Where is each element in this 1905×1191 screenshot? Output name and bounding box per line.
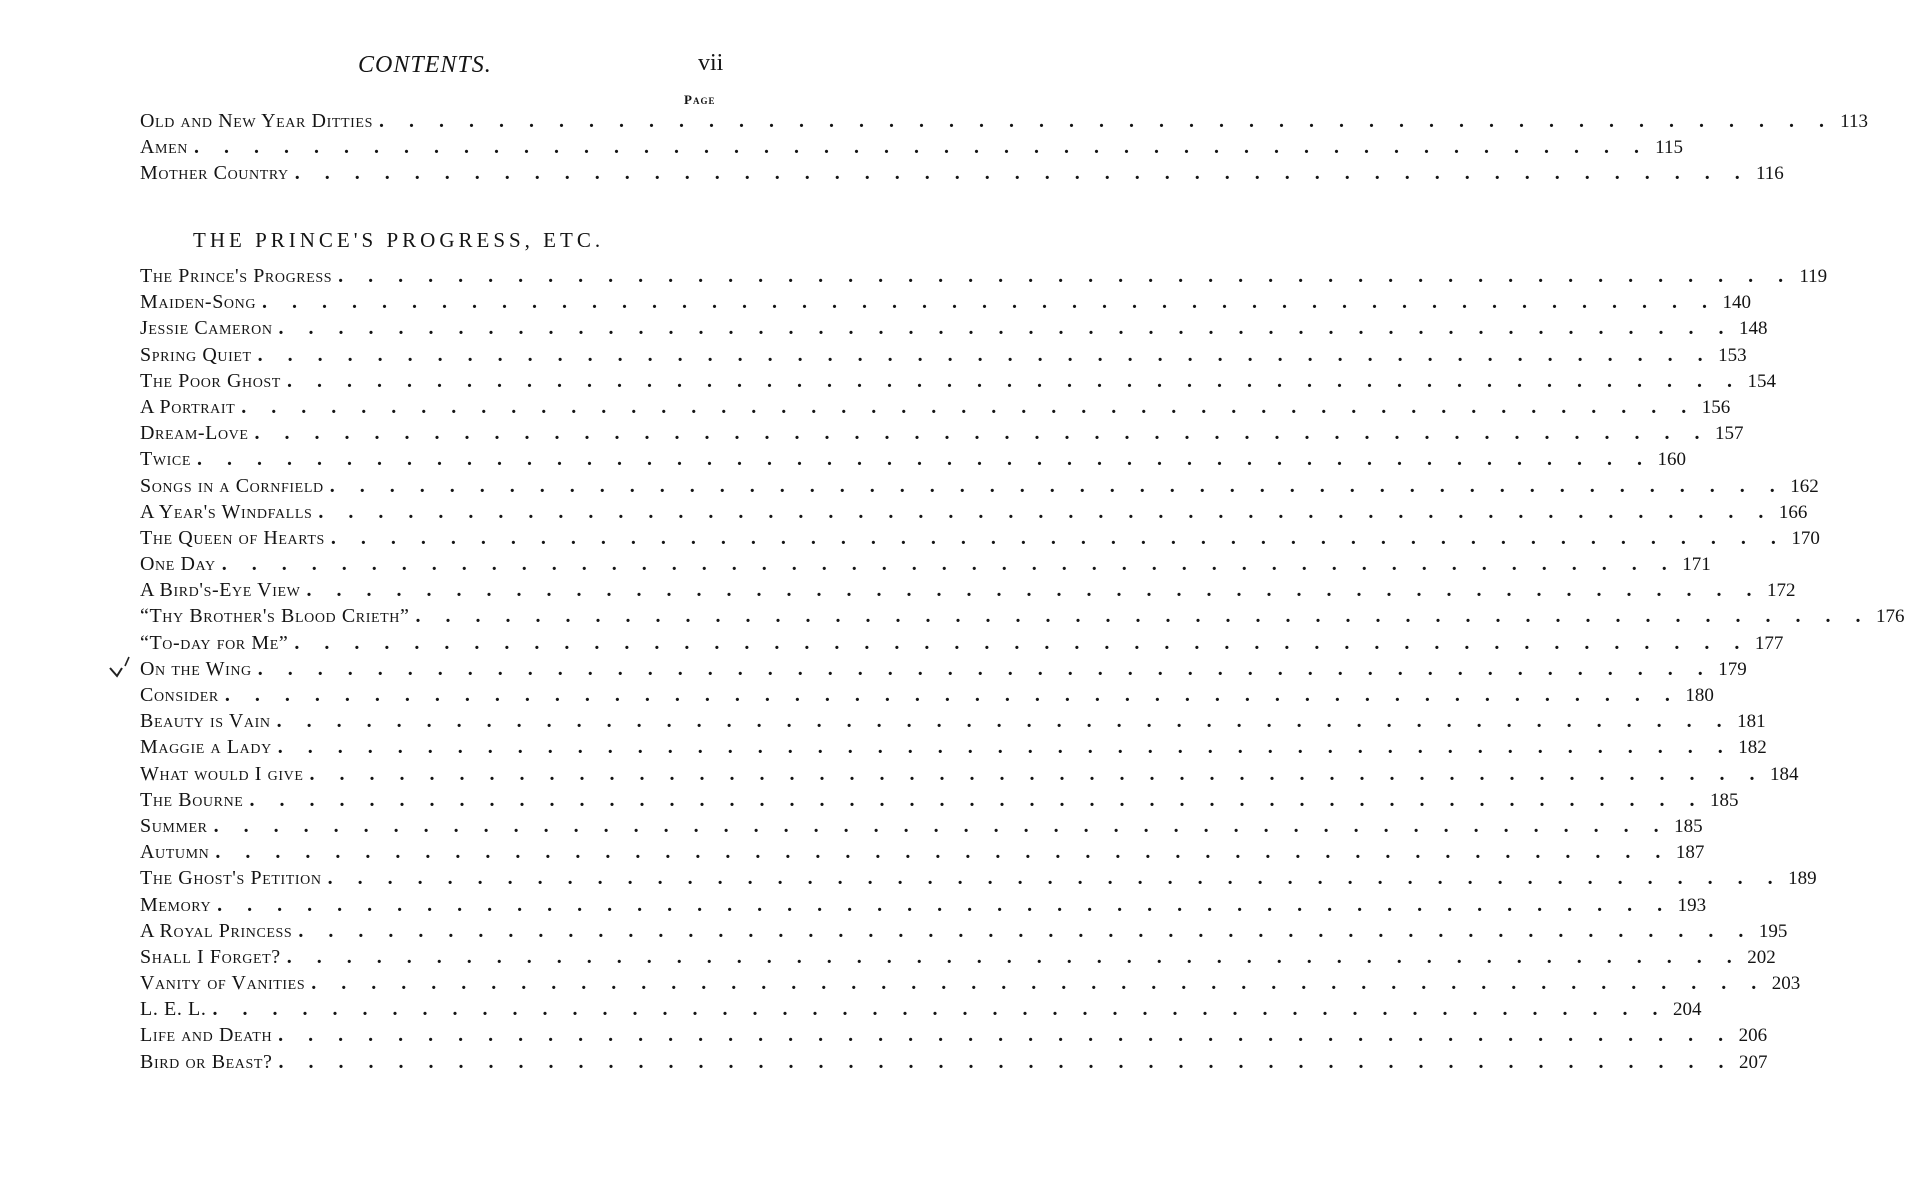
toc-entry <box>140 1050 1768 1077</box>
toc-entry <box>140 317 1768 343</box>
toc-entry-page: 160 <box>1657 449 1686 471</box>
toc-entry <box>140 710 1766 736</box>
toc-entry <box>140 762 1799 789</box>
toc-entry-page: 140 <box>1722 292 1752 314</box>
toc-entry <box>140 657 1747 684</box>
toc-dot-leader: . . . . . . . . . . . . . . . . . . . . . . . . . . . . . . . . . . . . . . . . . . . . . . . . . <box>193 136 1649 159</box>
toc-dot-leader: . . . . . . . . . . . . . . . . . . . . . . . . . . . . . . . . . . . . . . . . . . . . . . . . . <box>309 762 1765 785</box>
toc-entry-page: 193 <box>1677 894 1707 916</box>
toc-entry <box>140 841 1705 867</box>
toc-entry <box>140 474 1819 501</box>
toc-dot-leader: . . . . . . . . . . . . . . . . . . . . . . . . . . . . . . . . . . . . . . . . . . . . . . . . . <box>286 369 1742 392</box>
toc-entry <box>140 998 1702 1024</box>
toc-entry-page: 187 <box>1675 842 1705 864</box>
section-heading: THE PRINCE'S PROGRESS, ETC. <box>193 228 605 252</box>
toc-entry <box>140 110 1868 136</box>
toc-entry-title: What would I give <box>140 762 304 785</box>
toc-entry-title: One Day <box>140 553 216 576</box>
toc-entry-title: Beauty is Vain <box>140 710 271 733</box>
toc-dot-leader: . . . . . . . . . . . . . . . . . . . . . . . . . . . . . . . . . . . . . . . . . . . . . . . . . <box>306 579 1762 602</box>
toc-dot-leader: . . . . . . . . . . . . . . . . . . . . . . . . . . . . . . . . . . . . . . . . . . . . . . . . . <box>415 605 1871 628</box>
toc-entry-page: 170 <box>1791 527 1820 549</box>
toc-entry-title: Amen <box>140 136 188 159</box>
toc-entry-page: 119 <box>1799 266 1828 287</box>
handwritten-check-mark <box>108 656 138 682</box>
toc-dot-leader: . . . . . . . . . . . . . . . . . . . . . . . . . . . . . . . . . . . . . . . . . . . . . . . . . <box>241 395 1697 418</box>
toc-entry <box>140 136 1683 162</box>
toc-dot-leader: . . . . . . . . . . . . . . . . . . . . . . . . . . . . . . . . . . . . . . . . . . . . . . . . . <box>196 448 1652 471</box>
toc-dot-leader: . . . . . . . . . . . . . . . . . . . . . . . . . . . . . . . . . . . . . . . . . . . . . . . . . <box>215 841 1671 864</box>
toc-entry <box>140 631 1784 658</box>
toc-entry-page: 182 <box>1738 737 1767 759</box>
toc-entry-title: Mother Country <box>140 162 289 185</box>
toc-dot-leader: . . . . . . . . . . . . . . . . . . . . . . . . . . . . . . . . . . . . . . . . . . . . . . . . . <box>329 474 1785 497</box>
toc-entry <box>140 553 1711 579</box>
toc-dot-leader: . . . . . . . . . . . . . . . . . . . . . . . . . . . . . . . . . . . . . . . . . . . . . . . . . <box>217 893 1673 916</box>
toc-entry <box>140 162 1784 188</box>
toc-entry-title: A Portrait <box>140 395 236 418</box>
toc-entry-title: Twice <box>140 448 191 471</box>
toc-entry <box>140 605 1905 631</box>
toc-entry-page: 116 <box>1755 163 1784 185</box>
toc-entry-title: Maggie a Lady <box>140 736 272 759</box>
toc-dot-leader: . . . . . . . . . . . . . . . . . . . . . . . . . . . . . . . . . . . . . . . . . . . . . . . . . <box>378 110 1834 132</box>
toc-entry-page: 203 <box>1771 973 1801 995</box>
toc-entry <box>140 265 1828 291</box>
toc-entry <box>140 945 1776 972</box>
toc-entry-page: 172 <box>1766 580 1796 602</box>
toc-entry-title: A Year's Windfalls <box>140 500 313 523</box>
toc-dot-leader: . . . . . . . . . . . . . . . . . . . . . . . . . . . . . . . . . . . . . . . . . . . . . . . . . <box>318 500 1774 523</box>
toc-entry <box>140 579 1796 605</box>
page-number: vii <box>698 50 724 76</box>
toc-dot-leader: . . . . . . . . . . . . . . . . . . . . . . . . . . . . . . . . . . . . . . . . . . . . . . . . . <box>311 972 1767 995</box>
toc-entry-title: Old and New Year Ditties <box>140 110 373 132</box>
toc-entry <box>140 684 1714 710</box>
toc-entry-title: The Queen of Hearts <box>140 526 325 549</box>
toc-entry-title: A Bird's-Eye View <box>140 579 301 602</box>
toc-entry-page: 204 <box>1672 999 1702 1021</box>
toc-entry-page: 157 <box>1715 423 1744 445</box>
toc-dot-leader: . . . . . . . . . . . . . . . . . . . . . . . . . . . . . . . . . . . . . . . . . . . . . . . . . <box>257 343 1713 366</box>
toc-entry-title: Autumn <box>140 841 210 864</box>
toc-entry-page: 195 <box>1758 920 1788 942</box>
toc-entry-page: 115 <box>1655 137 1683 159</box>
toc-entry-page: 180 <box>1685 685 1714 706</box>
toc-dot-leader: . . . . . . . . . . . . . . . . . . . . . . . . . . . . . . . . . . . . . . . . . . . . . . . . . <box>249 788 1705 811</box>
page-column-label: Page <box>684 92 716 107</box>
toc-entry-page: 185 <box>1709 789 1739 811</box>
toc-entry <box>140 814 1703 841</box>
toc-entry <box>140 893 1707 920</box>
toc-entry-page: 162 <box>1790 475 1819 497</box>
toc-entry-title: Vanity of Vanities <box>140 972 306 995</box>
toc-dot-leader: . . . . . . . . . . . . . . . . . . . . . . . . . . . . . . . . . . . . . . . . . . . . . . . . . <box>298 919 1754 942</box>
toc-entry-page: 184 <box>1770 763 1799 785</box>
toc-entry-title: Maiden-Song <box>140 291 257 314</box>
toc-dot-leader: . . . . . . . . . . . . . . . . . . . . . . . . . . . . . . . . . . . . . . . . . . . . . . . . . <box>327 867 1783 890</box>
toc-entry <box>140 448 1686 474</box>
toc-entry <box>140 369 1776 396</box>
toc-entry-title: Songs in a Cornfield <box>140 474 324 497</box>
toc-section-list <box>140 265 1905 1077</box>
page-title: CONTENTS. <box>358 52 492 78</box>
toc-entry-page: 189 <box>1788 868 1817 890</box>
toc-dot-leader: . . . . . . . . . . . . . . . . . . . . . . . . . . . . . . . . . . . . . . . . . . . . . . . . . <box>277 736 1733 759</box>
toc-entry-title: Shall I Forget? <box>140 945 281 968</box>
toc-entry-page: 154 <box>1747 370 1776 392</box>
toc-dot-leader: . . . . . . . . . . . . . . . . . . . . . . . . . . . . . . . . . . . . . . . . . . . . . . . . . <box>212 998 1668 1021</box>
toc-entry-page: 148 <box>1739 318 1768 340</box>
toc-entry-title: “Thy Brother's Blood Crieth” <box>140 605 410 628</box>
toc-entry-title: Bird or Beast? <box>140 1050 273 1073</box>
toc-top-list <box>140 110 1868 189</box>
toc-dot-leader: . . . . . . . . . . . . . . . . . . . . . . . . . . . . . . . . . . . . . . . . . . . . . . . . . <box>338 265 1794 287</box>
toc-entry-title: A Royal Princess <box>140 919 293 942</box>
toc-entry-page: 181 <box>1737 711 1766 733</box>
toc-entry <box>140 736 1767 762</box>
toc-dot-leader: . . . . . . . . . . . . . . . . . . . . . . . . . . . . . . . . . . . . . . . . . . . . . . . . . <box>286 945 1742 968</box>
toc-entry-title: Life and Death <box>140 1024 273 1047</box>
toc-dot-leader: . . . . . . . . . . . . . . . . . . . . . . . . . . . . . . . . . . . . . . . . . . . . . . . . . <box>330 526 1786 549</box>
toc-entry-page: 176 <box>1876 606 1905 628</box>
toc-dot-leader: . . . . . . . . . . . . . . . . . . . . . . . . . . . . . . . . . . . . . . . . . . . . . . . . . <box>224 684 1680 706</box>
toc-entry-title: On the Wing <box>140 657 252 680</box>
toc-entry <box>140 867 1817 893</box>
toc-entry-title: L. E. L. <box>140 998 207 1021</box>
toc-entry-page: 156 <box>1701 396 1731 418</box>
toc-entry-title: Memory <box>140 893 212 916</box>
toc-entry-page: 206 <box>1738 1025 1768 1047</box>
toc-entry <box>140 526 1820 553</box>
toc-entry <box>140 972 1801 998</box>
toc-dot-leader: . . . . . . . . . . . . . . . . . . . . . . . . . . . . . . . . . . . . . . . . . . . . . . . . . <box>262 291 1718 314</box>
toc-entry-title: Summer <box>140 814 208 837</box>
toc-entry-title: Dream-Love <box>140 422 249 445</box>
toc-entry-title: The Ghost's Petition <box>140 867 322 890</box>
toc-entry <box>140 291 1752 317</box>
toc-dot-leader: . . . . . . . . . . . . . . . . . . . . . . . . . . . . . . . . . . . . . . . . . . . . . . . . . <box>278 317 1734 340</box>
toc-entry-page: 113 <box>1840 111 1868 132</box>
toc-dot-leader: . . . . . . . . . . . . . . . . . . . . . . . . . . . . . . . . . . . . . . . . . . . . . . . . . <box>254 422 1710 445</box>
toc-entry <box>140 422 1744 448</box>
toc-entry-page: 185 <box>1674 815 1703 837</box>
toc-dot-leader: . . . . . . . . . . . . . . . . . . . . . . . . . . . . . . . . . . . . . . . . . . . . . . . . . <box>294 162 1750 185</box>
toc-entry-page: 166 <box>1778 501 1808 523</box>
toc-dot-leader: . . . . . . . . . . . . . . . . . . . . . . . . . . . . . . . . . . . . . . . . . . . . . . . . . <box>213 814 1669 837</box>
toc-entry-page: 171 <box>1682 554 1711 576</box>
toc-entry-page: 207 <box>1739 1051 1768 1073</box>
toc-entry-title: The Bourne <box>140 788 244 811</box>
toc-entry <box>140 919 1788 946</box>
toc-dot-leader: . . . . . . . . . . . . . . . . . . . . . . . . . . . . . . . . . . . . . . . . . . . . . . . . . <box>278 1050 1734 1073</box>
toc-entry-page: 179 <box>1718 658 1747 680</box>
toc-entry-title: Consider <box>140 684 219 706</box>
toc-dot-leader: . . . . . . . . . . . . . . . . . . . . . . . . . . . . . . . . . . . . . . . . . . . . . . . . . <box>257 657 1713 680</box>
toc-entry-title: “To-day for Me” <box>140 631 289 654</box>
toc-entry <box>140 788 1739 815</box>
toc-dot-leader: . . . . . . . . . . . . . . . . . . . . . . . . . . . . . . . . . . . . . . . . . . . . . . . . . <box>221 553 1677 576</box>
toc-entry <box>140 500 1808 527</box>
toc-entry-title: Jessie Cameron <box>140 317 273 340</box>
toc-entry <box>140 343 1747 370</box>
toc-dot-leader: . . . . . . . . . . . . . . . . . . . . . . . . . . . . . . . . . . . . . . . . . . . . . . . . . <box>294 631 1750 654</box>
toc-entry <box>140 395 1731 422</box>
toc-entry <box>140 1024 1768 1050</box>
toc-dot-leader: . . . . . . . . . . . . . . . . . . . . . . . . . . . . . . . . . . . . . . . . . . . . . . . . . <box>278 1024 1734 1047</box>
toc-entry-page: 153 <box>1718 344 1747 366</box>
toc-entry-page: 202 <box>1747 946 1776 968</box>
toc-entry-title: Spring Quiet <box>140 343 252 366</box>
toc-entry-title: The Prince's Progress <box>140 265 333 287</box>
toc-dot-leader: . . . . . . . . . . . . . . . . . . . . . . . . . . . . . . . . . . . . . . . . . . . . . . . . . <box>276 710 1732 733</box>
toc-entry-title: The Poor Ghost <box>140 369 281 392</box>
toc-entry-page: 177 <box>1754 632 1784 654</box>
